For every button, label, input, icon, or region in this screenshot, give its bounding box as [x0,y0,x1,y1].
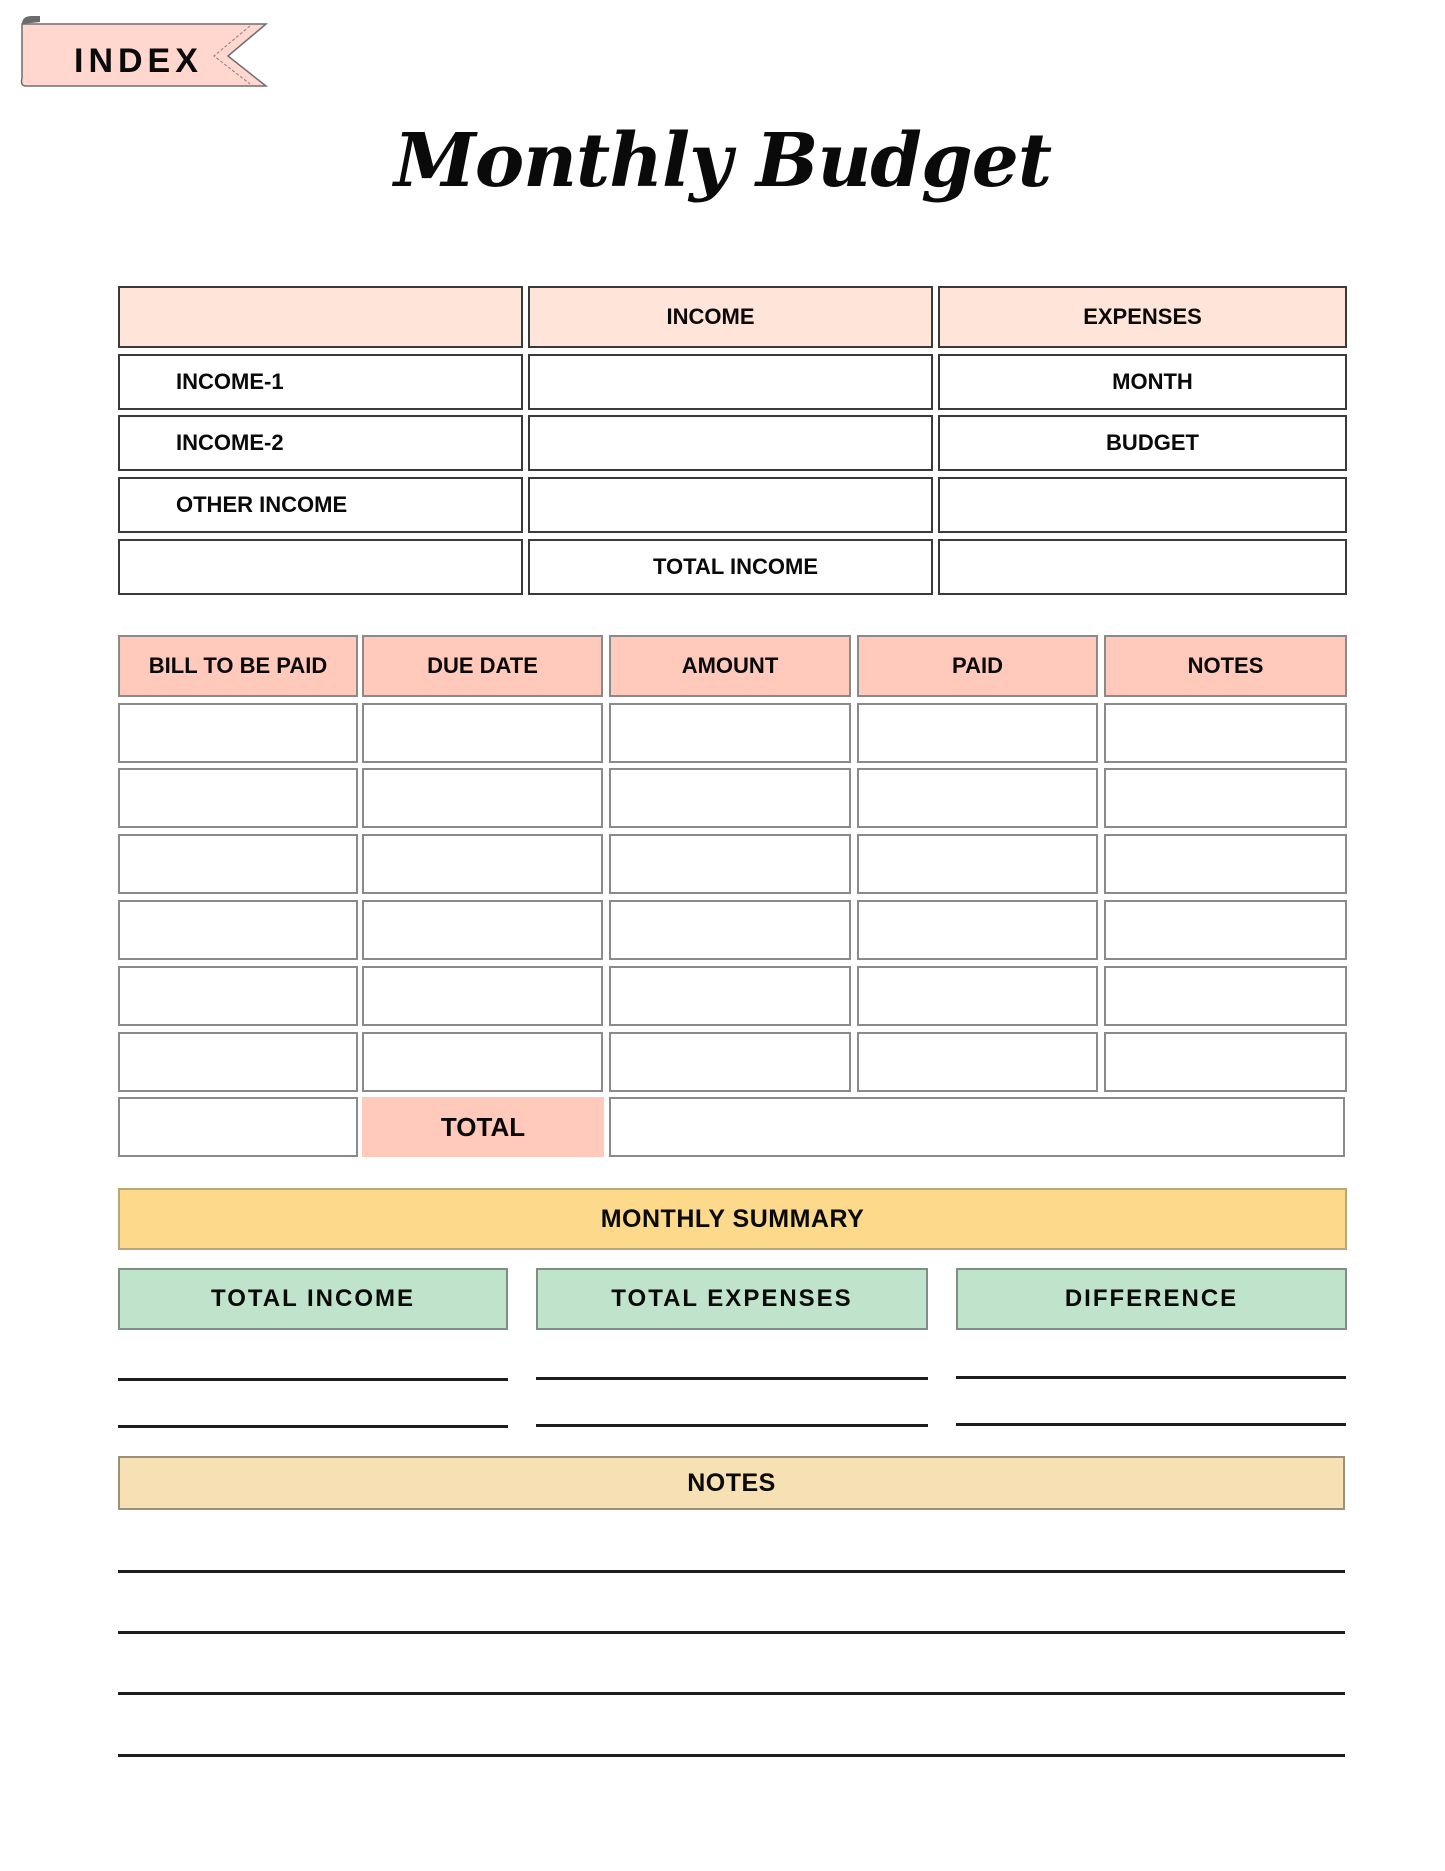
bill-cell-paid[interactable] [857,703,1098,763]
bill-cell-amount[interactable] [609,768,851,828]
bill-cell-paid[interactable] [857,966,1098,1026]
bill-cell-due-date[interactable] [362,1032,603,1092]
total-income-line-1[interactable] [118,1378,508,1381]
bill-cell-notes[interactable] [1104,966,1347,1026]
bill-cell-paid[interactable] [857,1032,1098,1092]
header-paid: PAID [857,635,1098,697]
other-income-value[interactable] [528,477,933,533]
expenses-field-3[interactable] [938,477,1347,533]
summary-difference: DIFFERENCE [956,1268,1347,1330]
difference-line-2[interactable] [956,1423,1346,1426]
bill-cell-bill-to-be-paid[interactable] [118,703,358,763]
bill-cell-due-date[interactable] [362,834,603,894]
bill-cell-amount[interactable] [609,900,851,960]
income-header: INCOME [528,286,933,348]
bill-cell-bill-to-be-paid[interactable] [118,1032,358,1092]
header-notes: NOTES [1104,635,1347,697]
bill-cell-paid[interactable] [857,834,1098,894]
bill-cell-bill-to-be-paid[interactable] [118,966,358,1026]
total-income-line-2[interactable] [118,1425,508,1428]
notes-line[interactable] [118,1570,1345,1573]
header-due-date: DUE DATE [362,635,603,697]
bill-cell-due-date[interactable] [362,768,603,828]
other-income-label: OTHER INCOME [118,477,523,533]
total-income-value[interactable] [938,539,1347,595]
notes-line[interactable] [118,1754,1345,1757]
income-table-header-blank [118,286,523,348]
bill-cell-amount[interactable] [609,1032,851,1092]
total-row-blank[interactable] [118,1097,358,1157]
total-income-label: TOTAL INCOME [528,539,933,595]
total-expenses-line-1[interactable] [536,1377,928,1380]
bill-cell-bill-to-be-paid[interactable] [118,768,358,828]
header-amount: AMOUNT [609,635,851,697]
notes-line[interactable] [118,1692,1345,1695]
bill-cell-amount[interactable] [609,966,851,1026]
income-2-value[interactable] [528,415,933,471]
expenses-header: EXPENSES [938,286,1347,348]
income-row-4-blank[interactable] [118,539,523,595]
bill-cell-paid[interactable] [857,900,1098,960]
index-tab[interactable] [18,14,276,90]
index-label: INDEX [74,42,203,80]
bill-cell-due-date[interactable] [362,900,603,960]
income-1-value[interactable] [528,354,933,410]
bill-cell-due-date[interactable] [362,966,603,1026]
total-expenses-line-2[interactable] [536,1424,928,1427]
total-label: TOTAL [362,1097,604,1157]
difference-line-1[interactable] [956,1376,1346,1379]
bill-cell-notes[interactable] [1104,703,1347,763]
bill-cell-notes[interactable] [1104,768,1347,828]
month-field[interactable]: MONTH [938,354,1347,410]
bill-cell-notes[interactable] [1104,834,1347,894]
page-title: Monthly Budget [393,118,1052,204]
budget-field[interactable]: BUDGET [938,415,1347,471]
total-value[interactable] [609,1097,1345,1157]
notes-header: NOTES [118,1456,1345,1510]
bill-cell-amount[interactable] [609,703,851,763]
bill-cell-notes[interactable] [1104,1032,1347,1092]
bill-cell-paid[interactable] [857,768,1098,828]
summary-total-income: TOTAL INCOME [118,1268,508,1330]
income-1-label: INCOME-1 [118,354,523,410]
monthly-summary-header: MONTHLY SUMMARY [118,1188,1347,1250]
income-2-label: INCOME-2 [118,415,523,471]
bill-cell-amount[interactable] [609,834,851,894]
bill-cell-notes[interactable] [1104,900,1347,960]
bill-cell-bill-to-be-paid[interactable] [118,900,358,960]
bill-cell-bill-to-be-paid[interactable] [118,834,358,894]
notes-line[interactable] [118,1631,1345,1634]
summary-total-expenses: TOTAL EXPENSES [536,1268,928,1330]
header-bill-to-be-paid: BILL TO BE PAID [118,635,358,697]
bill-cell-due-date[interactable] [362,703,603,763]
